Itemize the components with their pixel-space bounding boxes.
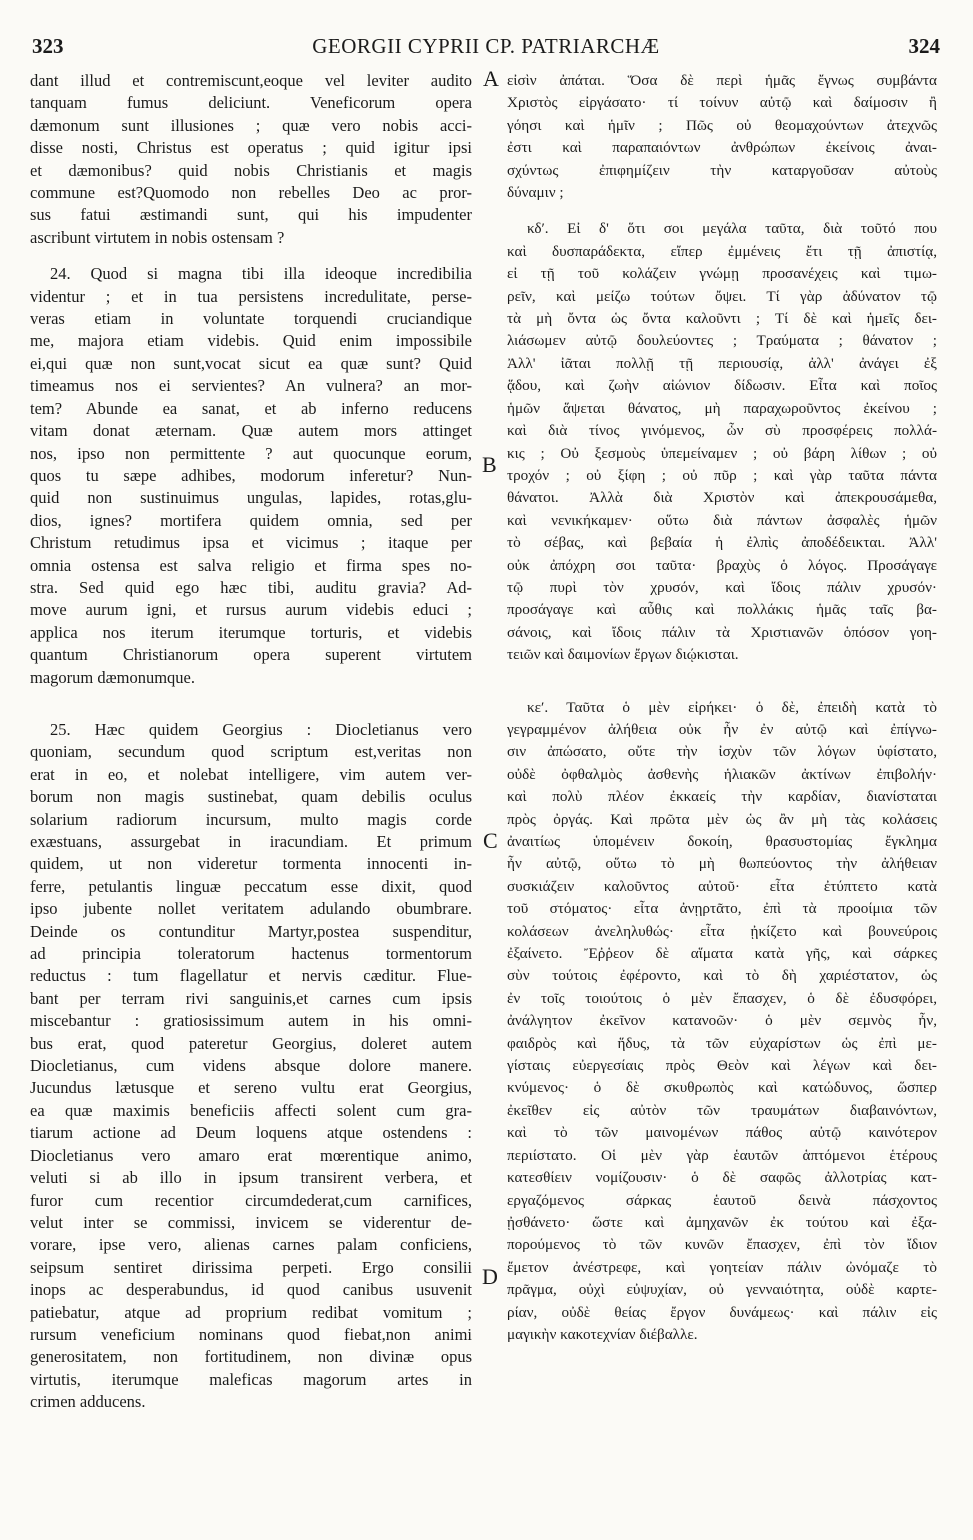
text-line: καὶ πολὺ πλέον ἐκκαείς τὴν καρδίαν, διανίσταται: [507, 788, 937, 806]
text-line: εἰσὶν ἀπάται. Ὅσα δὲ περὶ ἡμᾶς ἔγνως συμβάντα: [507, 72, 937, 89]
text-line: crimen adducens.: [30, 1392, 146, 1412]
text-line: κεʹ. Ταῦτα ὁ μὲν εἰρήκει· ὁ δὲ, ἐπειδὴ κατὰ τὸ: [527, 698, 937, 716]
margin-marker-b: B: [482, 452, 497, 477]
text-line: ἡμῶν ἅψεται θάνατος, μὴ παραχωροῦντος ἐκείνου ;: [507, 399, 937, 417]
text-line: τὸ σέβας, καὶ βεβαία ἡ ἐλπὶς ἀποδέδεικται. Ἀλλ': [507, 534, 937, 552]
text-line: virtutis, iterumque maleficas magorum artes in: [30, 1369, 472, 1389]
text-line: sus fatui æstimandi sunt, qui his impudenter: [30, 205, 472, 225]
text-line: ei,qui quæ non sunt,vocat sicut ea quæ sunt? Quid: [30, 353, 472, 373]
text-line: exæstuans, assurgebat in iracundiam. Et primum: [30, 832, 472, 851]
text-line: ἐν τοῖς τοιούτοις ὁ μὲν ἔπασχεν, ὁ δὲ ἐδυσφόρει,: [507, 989, 937, 1007]
greek-paragraph-p1: [507, 70, 937, 204]
text-line: Deinde os contunditur Martyr,postea suspenditur,: [30, 921, 472, 941]
text-line: θάνατοι. Ἀλλὰ διὰ Χριστὸν καὶ ἀπεκρουσάμεθα,: [507, 489, 937, 507]
text-line: veluti si ab illo in ipsum transirent verbera, et: [30, 1168, 472, 1188]
text-line: φαιδρὸς καὶ ἥδυς, τὰ τῶν εὐχαρίστων ὡς ἐπὶ με-: [507, 1034, 937, 1052]
text-line: τῷ πυρὶ τὸν χρυσόν, καὶ ἴδοις πάλιν χρυσόν·: [507, 578, 937, 596]
text-line: σὺν τούτοις ἐφέροντο, καὶ τὸ δὴ χαριέστατον, ὡς: [507, 967, 937, 985]
text-line: quoniam, secundum quod scriptum est,veritas non: [30, 742, 472, 762]
margin-marker-c: C: [483, 828, 498, 853]
latin-column: [30, 70, 472, 1414]
text-line: σχύντως ἐπιφημίζειν τὴν καταργοῦσαν αὐτοὺς: [507, 161, 937, 179]
page-number-left: 323: [32, 34, 64, 58]
text-line: καὶ δυσπαράδεκτα, εἴπερ ἐμμένεις ἔτι τῇ ἀπιστίᾳ,: [507, 242, 937, 260]
paragraph-gap: [507, 204, 937, 218]
text-line: καὶ διὰ τίνος γινόμενος, ὧν σὺ προσφέρεις πολλά-: [507, 422, 937, 440]
text-line: Diocletianus vero amaro erat mœrentique animo,: [30, 1145, 472, 1165]
text-line: applica nos iterum iterumque torturis, et videbis: [30, 622, 472, 642]
text-line: me, majora etiam videbis. Quid enim impossibile: [30, 331, 472, 351]
text-line: solarium radiorum incursum, multo magis corde: [30, 809, 472, 829]
text-line: ad principia toleratorum hactenus tormentorum: [30, 944, 472, 964]
text-line: τειῶν καὶ δαιμονίων ἔργων διῴκισται.: [507, 646, 739, 664]
text-line: κδʹ. Εἰ δ' ὅτι σοι μεγάλα ταῦτα, διὰ τοῦτό που: [527, 220, 937, 238]
text-line: tanquam fumus deliciunt. Veneficorum opera: [30, 93, 472, 113]
text-line: τὰ μὴ ὄντα ὡς ὄντα καλοῦντι ; Τί δὲ καὶ ἡμεῖς δει-: [507, 310, 937, 328]
text-line: 25. Hæc quidem Georgius : Diocletianus vero: [50, 719, 472, 739]
paragraph-gap: [30, 249, 472, 263]
text-line: Jucundus lætusque et sereno vultu erat Georgius,: [30, 1078, 472, 1098]
text-line: 24. Quod si magna tibi illa ideoque incredibilia: [50, 264, 472, 284]
text-line: stra. Sed quid ego hæc tibi, auditu gravia? Ad-: [30, 577, 472, 597]
text-line: dæmonum sunt illusiones ; quæ vero nobis acci-: [30, 115, 472, 135]
text-line: γεγραμμένον ἀλήθεια οὐκ ἦν ἐν αὐτῷ καὶ ἐπίγνω-: [507, 720, 937, 738]
text-line: τοῦ στόματος· εἶτα ἀνῃρτᾶτο, ἐπὶ τὰ προοίμια τῶν: [507, 900, 937, 918]
text-line: inops ac desperabundus, id quod canibus usuvenit: [30, 1280, 472, 1300]
text-line: borum non magis sustinebat, quam debilis oculus: [30, 787, 472, 807]
text-line: disse nosti, Christus est operatus ; quid igitur ipsi: [30, 138, 472, 158]
text-line: σάνοις, καὶ ἴδοις πάλιν τὰ Χριστιανῶν ὁπόσον γοη-: [507, 623, 937, 641]
text-line: patiebatur, atque ad proprium redibat vomitum ;: [30, 1302, 472, 1322]
text-line: magorum dæmonumque.: [30, 667, 195, 687]
text-line: κις ; Οὐ ξεσμοὺς ὑπεμείναμεν ; οὐ βάρη λίθων ; οὐ: [507, 444, 937, 462]
text-line: ᾐσθάνετο· ὥστε καὶ ἀμηχανῶν ἐκ τούτου καὶ ἐξα-: [507, 1213, 937, 1231]
text-line: προσάγαγε καὶ αὖθις καὶ πολλάκις ἡμᾶς ταῖς βα-: [507, 601, 937, 619]
text-line: Christum retudimus ipsa et vicimus ; itaque per: [30, 533, 472, 553]
text-line: περιίστατο. Οἱ μὲν γὰρ ἑαυτῶν ἁπτόμενοι ἑτέρους: [507, 1146, 937, 1164]
text-line: dios, ignes? mortifera quidem omnia, sed per: [30, 510, 472, 530]
text-line: quidem, ut non videretur tormenta innocenti in-: [30, 854, 472, 874]
text-line: timeamus nos ei servientes? An vulnera? an mor-: [30, 376, 472, 396]
text-line: πρὸς ὀργάς. Καὶ πρῶτα μὲν ὡς ἂν μὴ τὰς κολάσεις: [507, 810, 937, 828]
text-line: rursum veneficium nominans quod fiebat,non animi: [30, 1324, 472, 1344]
text-line: Χριστὸς εἰργάσατο· τί τοίνυν αὐτῷ καὶ δαίμοσιν ἢ: [507, 94, 937, 112]
paragraph-gap: [30, 689, 472, 719]
margin-marker-a: A: [483, 66, 499, 91]
text-line: videntur ; et in tua persistens incredulitate, perse-: [30, 286, 472, 306]
text-line: tem? Abunde ea sanat, et ab inferno reducens: [30, 398, 472, 418]
text-line: ἀνάλγητον ἐκεῖνον κατανοῶν· ὁ μὲν σεμνὸς ἦν,: [507, 1012, 937, 1030]
text-line: nos, ipso non permittente ? aut quocunque eorum,: [30, 443, 472, 463]
text-line: σιν ἀπώσατο, οὔτε τὴν ἰσχὺν τῶν λόγων ὑφίστατο,: [507, 743, 937, 761]
text-line: erat in eo, et nolebat intelligere, vim autem ver-: [30, 764, 472, 784]
margin-marker-d: D: [482, 1264, 498, 1289]
text-line: οὐδὲ ὀφθαλμὸς ἀσθενὴς ἡλιακῶν ἀκτίνων ἐπιβολήν·: [507, 765, 937, 783]
text-line: move aurum igni, et rursus aurum videbis educi ;: [30, 600, 472, 620]
text-line: λιάσωμεν αὐτῷ δουλεύοντες ; Τραύματα ; θάνατον ;: [507, 332, 937, 350]
text-line: bus erat, quod pateretur Georgius, doleret autem: [30, 1033, 472, 1053]
text-line: ἀναιτίως ὑπομένειν δοκοίη, θρασυστομίας ἔγκλημα: [507, 833, 937, 850]
latin-paragraph-p1: [30, 70, 472, 249]
text-line: ᾅδου, καὶ ζωὴν αἰώνιον δίδωσιν. Εἶτα καὶ ποῖος: [507, 377, 937, 395]
text-line: ρεῖν, καὶ μείζω τούτων ὄψει. Τί γὰρ ἀδύνατον τῷ: [507, 287, 937, 305]
text-line: πρᾶγμα, οὐχὶ εὐψυχίαν, οὐ γενναιότητα, οὐδὲ καρτε-: [507, 1281, 937, 1299]
text-line: ρίαν, οὐδὲ θείας ἔργον δυνάμεως· καὶ πάλιν εἰς: [507, 1303, 937, 1321]
text-line: κατεσθίειν νομίζουσιν· ὁ δὲ σαφῶς ἀλλοτρίας κατ-: [507, 1169, 937, 1187]
text-line: καὶ νενικήκαμεν· οὕτω διὰ πάντων ἀσφαλὲς ἡμῶν: [507, 511, 937, 529]
text-line: εἰ τῇ τοῦ κολάζειν γνώμῃ προσανέχεις καὶ τιμω-: [507, 265, 937, 283]
text-line: ferre, petulantis linguæ peccatum esse dixit, quod: [30, 876, 472, 896]
greek-paragraph-p3: [507, 697, 937, 1347]
text-line: reductus : tum flagellatur et nervis cæditur. Flue-: [30, 966, 472, 986]
text-line: et dæmonibus? quid nobis Christianis et magis: [30, 160, 472, 180]
text-line: συσκιάζειν καλοῦντος αὐτοῦ· εἶτα ἐτύπτετο κατὰ: [507, 877, 937, 895]
text-line: quos tu sæpe adhibes, modorum inferetur? Nun-: [30, 465, 472, 485]
text-line: vorare, ipse vero, alienas carnes palam conficiens,: [30, 1235, 472, 1255]
text-line: ascribunt virtutem in nobis ostensam ?: [30, 227, 285, 247]
text-line: furor cum recentior circumdederat,cum carnifices,: [30, 1190, 472, 1210]
paragraph-gap: [507, 667, 937, 697]
text-line: τροχόν ; οὐ ξίφη ; οὐ πῦρ ; καὶ γὰρ ταῦτα πάντα: [507, 466, 937, 484]
text-line: quid non sustinuimus ungulas, lapides, rotas,glu-: [30, 488, 472, 508]
text-line: ipso jubente nollet veritatem adulando obumbrare.: [30, 899, 472, 919]
running-title: GEORGII CYPRII CP. PATRIARCHÆ: [312, 34, 660, 58]
text-line: οὐκ ἀπόχρη σοι ταῦτα· βραχὺς ὁ λόγος. Προσάγαγε: [507, 556, 937, 574]
text-line: γίσταις εὐεργεσίαις πρὸς Θεὸν καὶ λέγων καὶ δει-: [507, 1057, 937, 1075]
text-line: ἔμετον ἀνέστρεφε, καὶ γοητείαν πάλιν ὠνόμαζε τὸ: [507, 1258, 937, 1276]
latin-paragraph-p2: [30, 263, 472, 689]
text-line: ἐκεῖθεν εἰς αὐτὸν τῶν τραυμάτων διαβαινόντων,: [507, 1101, 937, 1119]
text-line: κολάσεων ἀνεληλυθώς· εἶτα ᾐκίζετο καὶ βουνεύροις: [507, 922, 937, 940]
text-line: ἦν αὐτῷ, οὕτω τὸ μὴ θωπεύοντος τὴν ἀλήθειαν: [507, 855, 937, 873]
greek-column: [507, 70, 937, 1346]
page-number-right: 324: [908, 34, 940, 58]
text-line: veras etiam in voluntate torquendi cruciandique: [30, 309, 472, 329]
text-line: Ἀλλ' ἰᾶται πολλῇ τῇ περιουσίᾳ, ἀλλ' ἀνάγει ἐξ: [507, 354, 937, 372]
text-line: commune est?Quomodo non rebelles Deo ac pror-: [30, 183, 472, 203]
page-header: [32, 34, 940, 64]
text-line: ἐστι καὶ παραπαιόντων ἀνθρώπων ἐκείνοις ἀναι-: [507, 139, 937, 157]
text-line: vitam donat æternam. Quæ autem mors attinget: [30, 421, 472, 441]
text-line: δύναμιν ;: [507, 184, 564, 202]
text-line: κνύμενος· ὁ δὲ σκυθρωπὸς καὶ κατώδυνος, ὥσπερ: [507, 1079, 937, 1097]
text-line: εργαζόμενος σάρκας ἑαυτοῦ δεινὰ πάσχοντος: [507, 1191, 937, 1209]
latin-paragraph-p3: [30, 719, 472, 1414]
text-line: quantum Christianorum opera superent virtutem: [30, 645, 472, 665]
text-line: καὶ τὸ τῶν μαινομένων πάθος αὐτῷ καινότερον: [507, 1124, 937, 1142]
text-line: bant per terram rivi sanguinis,et carnes cum ipsis: [30, 988, 472, 1008]
text-line: ἐξαίνετο. Ἔῤῥεον δὲ αἵματα κατὰ γῆς, καὶ σάρκες: [507, 945, 937, 963]
text-line: γόησι καὶ ἡμῖν ; Πῶς οὐ θεομαχούντων ἀτεχνῶς: [507, 116, 937, 134]
text-line: generositatem, non fortitudinem, non divinæ opus: [30, 1347, 472, 1367]
text-line: seipsum sentiret dirissima perpeti. Ergo consilii: [30, 1257, 472, 1277]
text-line: velut inter se commissi, invicem se viderentur de-: [30, 1212, 472, 1232]
text-line: tiarum actione ad Deum loquens atque ostendens :: [30, 1123, 472, 1143]
text-line: dant illud et contremiscunt,eoque vel leviter audito: [30, 71, 472, 90]
text-line: πορούμενος τὸ τῶν κυνῶν ἔπασχεν, ἐπὶ τὸν ἴδιον: [507, 1236, 937, 1254]
greek-paragraph-p2: [507, 218, 937, 666]
text-line: Diocletianus, cum videns absque dolore manere.: [30, 1056, 472, 1076]
text-line: ea quæ maximis beneficiis affecti solent cum gra-: [30, 1100, 472, 1120]
text-line: omnia ostensa est salva religio et firma spes no-: [30, 555, 472, 575]
text-line: miscebantur : gratiosissimum autem in his omni-: [30, 1011, 472, 1031]
text-line: μαγικὴν κακοτεχνίαν διέβαλλε.: [507, 1325, 698, 1343]
